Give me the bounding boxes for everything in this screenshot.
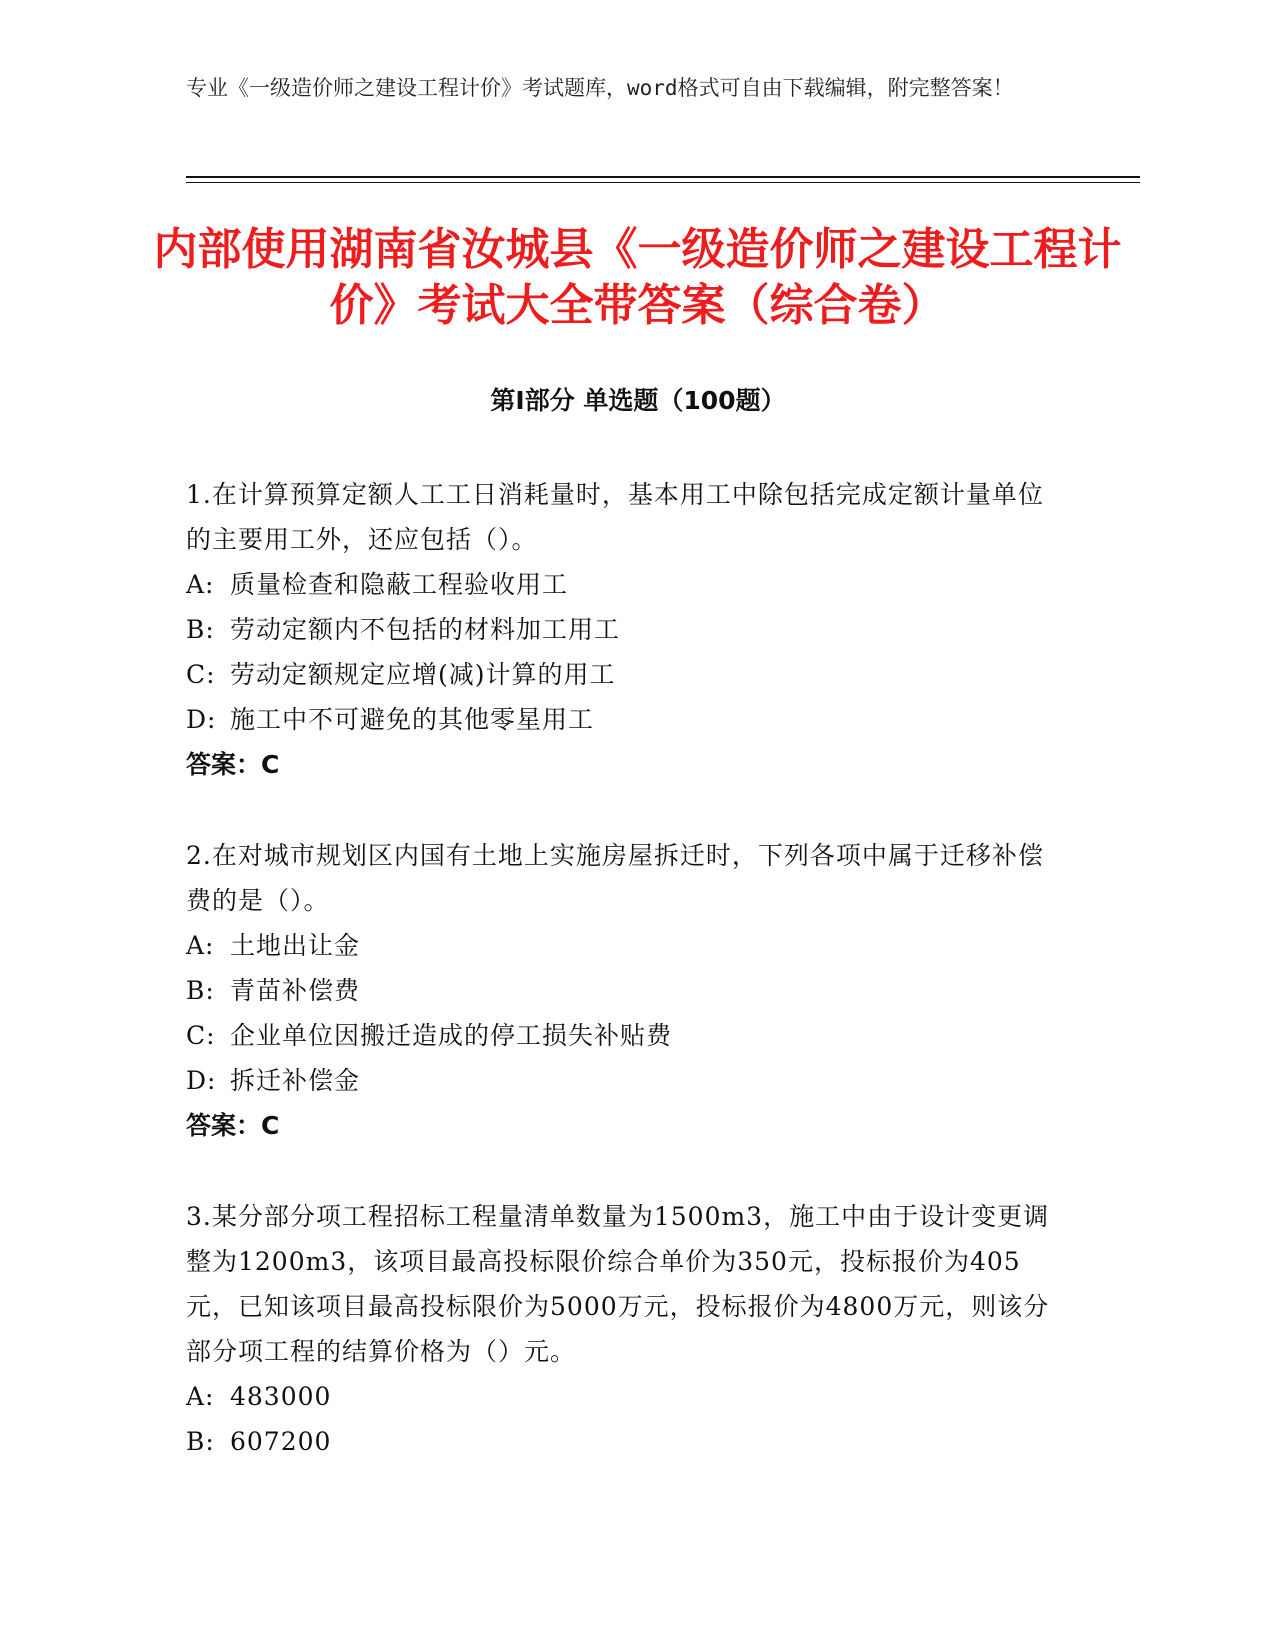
header-divider-thin	[186, 182, 1140, 183]
option-b	[186, 607, 1066, 652]
option-letter: A:	[186, 570, 215, 599]
section-heading: 第Ⅰ部分 单选题（100题）	[490, 386, 786, 415]
option-b	[186, 968, 1066, 1013]
option-b	[186, 1419, 1066, 1464]
option-letter: D:	[186, 705, 217, 734]
option-letter: C:	[186, 660, 216, 689]
header-note: 专业《一级造价师之建设工程计价》考试题库，word格式可自由下载编辑，附完整答案！	[186, 76, 1014, 100]
question-list	[186, 472, 1066, 1510]
option-text: 青苗补偿费	[230, 976, 361, 1005]
option-text: 483000	[230, 1382, 332, 1411]
option-d	[186, 1058, 1066, 1103]
header-divider-thick	[186, 176, 1140, 178]
option-text: 607200	[230, 1427, 332, 1456]
option-letter: D:	[186, 1066, 217, 1095]
question-1	[186, 472, 1066, 787]
option-letter: A:	[186, 1382, 215, 1411]
option-letter: A:	[186, 931, 215, 960]
question-stem: 1.在计算预算定额人工工日消耗量时，基本用工中除包括完成定额计量单位的主要用工外，还应包括（）。	[186, 480, 1044, 554]
option-letter: B:	[186, 976, 215, 1005]
option-text: 施工中不可避免的其他零星用工	[230, 705, 595, 734]
option-text: 土地出让金	[230, 931, 361, 960]
option-text: 企业单位因搬迁造成的停工损失补贴费	[230, 1021, 673, 1050]
question-3	[186, 1194, 1066, 1464]
option-text: 质量检查和隐蔽工程验收用工	[230, 570, 569, 599]
option-letter: B:	[186, 615, 215, 644]
option-d	[186, 697, 1066, 742]
question-stem: 3.某分部分项工程招标工程量清单数量为1500m3，施工中由于设计变更调整为1200m3，该项目最高投标限价综合单价为350元，投标报价为405元，已知该项目最高投标限价为5000万元，投标报价为4800万元，则该分部分项工程的结算价格为（）元。	[186, 1202, 1050, 1366]
answer-label: 答案：C	[186, 750, 280, 779]
question-2	[186, 833, 1066, 1148]
option-c	[186, 1013, 1066, 1058]
option-letter: C:	[186, 1021, 216, 1050]
option-a	[186, 1374, 1066, 1419]
option-a	[186, 923, 1066, 968]
option-a	[186, 562, 1066, 607]
answer-label: 答案：C	[186, 1111, 280, 1140]
document-title: 内部使用湖南省汝城县《一级造价师之建设工程计价》考试大全带答案（综合卷）	[153, 224, 1122, 331]
question-stem: 2.在对城市规划区内国有土地上实施房屋拆迁时，下列各项中属于迁移补偿费的是（）。	[186, 841, 1044, 915]
option-text: 劳动定额规定应增(减)计算的用工	[230, 660, 616, 689]
option-letter: B:	[186, 1427, 215, 1456]
option-text: 劳动定额内不包括的材料加工用工	[230, 615, 621, 644]
option-text: 拆迁补偿金	[230, 1066, 361, 1095]
option-c	[186, 652, 1066, 697]
